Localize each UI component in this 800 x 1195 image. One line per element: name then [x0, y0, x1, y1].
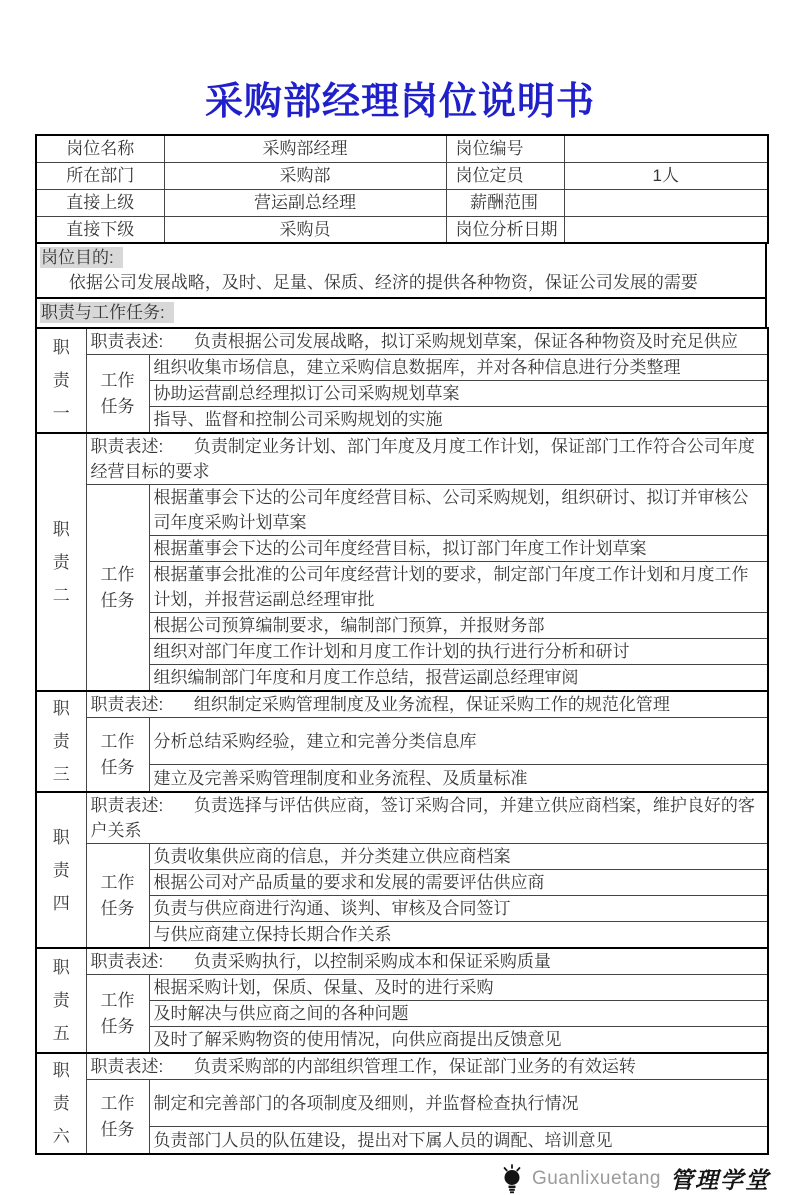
info-value: 营运副总经理 [164, 189, 446, 216]
purpose-section [35, 242, 767, 299]
task-cell: 负责与供应商进行沟通、谈判、审核及合同签订 [149, 896, 768, 922]
info-value [564, 216, 768, 243]
duties-table [35, 327, 769, 1155]
task-row [36, 718, 768, 765]
statement-label: 职责表述: [90, 796, 164, 815]
info-label: 岗位定员 [446, 162, 564, 189]
info-label: 直接下级 [36, 216, 164, 243]
info-value [564, 135, 768, 162]
task-cell: 负责收集供应商的信息，并分类建立供应商档案 [149, 844, 768, 870]
duty-id: 职责五 [36, 948, 86, 1053]
task-cell: 根据董事会批准的公司年度经营计划的要求，制定部门年度工作计划和月度工作计划，并报营运副总经理审批 [149, 562, 768, 613]
purpose-text: 依据公司发展战略，及时、足量、保质、经济的提供各种物资，保证公司发展的需要 [68, 273, 698, 292]
task-cell: 根据董事会下达的公司年度经营目标，拟订部门年度工作计划草案 [149, 536, 768, 562]
duty-id: 职责四 [36, 792, 86, 948]
info-value: 采购员 [164, 216, 446, 243]
duty-id: 职责二 [36, 433, 86, 691]
duty-id: 职责三 [36, 691, 86, 792]
task-label: 工作任务 [86, 1080, 149, 1155]
info-label: 岗位分析日期 [446, 216, 564, 243]
purpose-heading-line [40, 245, 762, 270]
info-label: 岗位名称 [36, 135, 164, 162]
brand-latin: Guanlixuetang [531, 1167, 661, 1189]
duties-heading-section [35, 297, 767, 329]
duty-statement [86, 948, 768, 975]
task-cell: 组织对部门年度工作计划和月度工作计划的执行进行分析和研讨 [149, 639, 768, 665]
task-cell: 与供应商建立保持长期合作关系 [149, 922, 768, 949]
duty-statement-row [36, 1053, 768, 1080]
task-label: 工作任务 [86, 718, 149, 793]
task-cell: 根据公司对产品质量的要求和发展的需要评估供应商 [149, 870, 768, 896]
statement-label: 职责表述: [90, 437, 164, 456]
info-row [36, 216, 768, 243]
task-cell: 根据公司预算编制要求，编制部门预算，并报财务部 [149, 613, 768, 639]
task-cell: 根据采购计划，保质、保量、及时的进行采购 [149, 975, 768, 1001]
info-label: 岗位编号 [446, 135, 564, 162]
info-row [36, 135, 768, 162]
info-value: 采购部经理 [164, 135, 446, 162]
statement-label: 职责表述: [90, 952, 164, 971]
brand-chinese: 管理学堂 [670, 1168, 770, 1193]
duty-statement [86, 433, 768, 485]
info-value: 采购部 [164, 162, 446, 189]
statement-text: 负责采购执行，以控制采购成本和保证采购质量 [193, 952, 551, 971]
task-cell: 负责部门人员的队伍建设，提出对下属人员的调配、培训意见 [149, 1127, 768, 1154]
info-label: 薪酬范围 [446, 189, 564, 216]
duty-statement-row [36, 948, 768, 975]
task-row [36, 355, 768, 381]
duty-statement [86, 328, 768, 355]
duty-statement [86, 792, 768, 844]
info-row [36, 162, 768, 189]
purpose-heading: 岗位目的: [40, 247, 123, 268]
duties-heading: 职责与工作任务: [40, 302, 174, 323]
info-value: 1人 [564, 162, 768, 189]
info-table [35, 134, 769, 244]
task-cell: 组织编制部门年度和月度工作总结，报营运副总经理审阅 [149, 665, 768, 692]
task-cell: 及时解决与供应商之间的各种问题 [149, 1001, 768, 1027]
page-title: 采购部经理岗位说明书 [204, 81, 595, 123]
statement-label: 职责表述: [90, 1057, 164, 1076]
task-label: 工作任务 [86, 844, 149, 949]
statement-text: 负责制定业务计划、部门年度及月度工作计划，保证部门工作符合公司年度经营目标的要求 [90, 437, 755, 481]
statement-label: 职责表述: [90, 695, 164, 714]
lightbulb-icon [501, 1164, 523, 1194]
info-value [564, 189, 768, 216]
statement-text: 负责根据公司发展战略，拟订采购规划草案，保证各种物资及时充足供应 [193, 332, 738, 351]
task-cell: 根据董事会下达的公司年度经营目标、公司采购规划，组织研讨、拟订并审核公司年度采购计划草案 [149, 485, 768, 536]
task-label: 工作任务 [86, 975, 149, 1054]
statement-text: 负责选择与评估供应商，签订采购合同，并建立供应商档案，维护良好的客户关系 [90, 796, 755, 840]
duty-id: 职责六 [36, 1053, 86, 1154]
info-label: 直接上级 [36, 189, 164, 216]
duty-id: 职责一 [36, 328, 86, 433]
task-cell: 协助运营副总经理拟订公司采购规划草案 [149, 381, 768, 407]
task-row [36, 844, 768, 870]
info-row [36, 189, 768, 216]
duty-statement [86, 1053, 768, 1080]
task-cell: 分析总结采购经验，建立和完善分类信息库 [149, 718, 768, 765]
task-cell: 组织收集市场信息，建立采购信息数据库，并对各种信息进行分类整理 [149, 355, 768, 381]
info-label: 所在部门 [36, 162, 164, 189]
task-cell: 指导、监督和控制公司采购规划的实施 [149, 407, 768, 434]
task-cell: 制定和完善部门的各项制度及细则，并监督检查执行情况 [149, 1080, 768, 1127]
task-row [36, 485, 768, 536]
task-label: 工作任务 [86, 485, 149, 692]
duty-statement-row [36, 691, 768, 718]
statement-text: 组织制定采购管理制度及业务流程，保证采购工作的规范化管理 [193, 695, 670, 714]
task-row [36, 1080, 768, 1127]
task-row [36, 975, 768, 1001]
task-cell: 及时了解采购物资的使用情况，向供应商提出反馈意见 [149, 1027, 768, 1054]
duty-statement [86, 691, 768, 718]
document-body [35, 134, 767, 1155]
duty-statement-row [36, 328, 768, 355]
task-label: 工作任务 [86, 355, 149, 434]
duty-statement-row [36, 433, 768, 485]
footer-brand [0, 1162, 770, 1195]
statement-text: 负责采购部的内部组织管理工作，保证部门业务的有效运转 [193, 1057, 636, 1076]
duty-statement-row [36, 792, 768, 844]
task-cell: 建立及完善采购管理制度和业务流程、及质量标准 [149, 765, 768, 792]
statement-label: 职责表述: [90, 332, 164, 351]
